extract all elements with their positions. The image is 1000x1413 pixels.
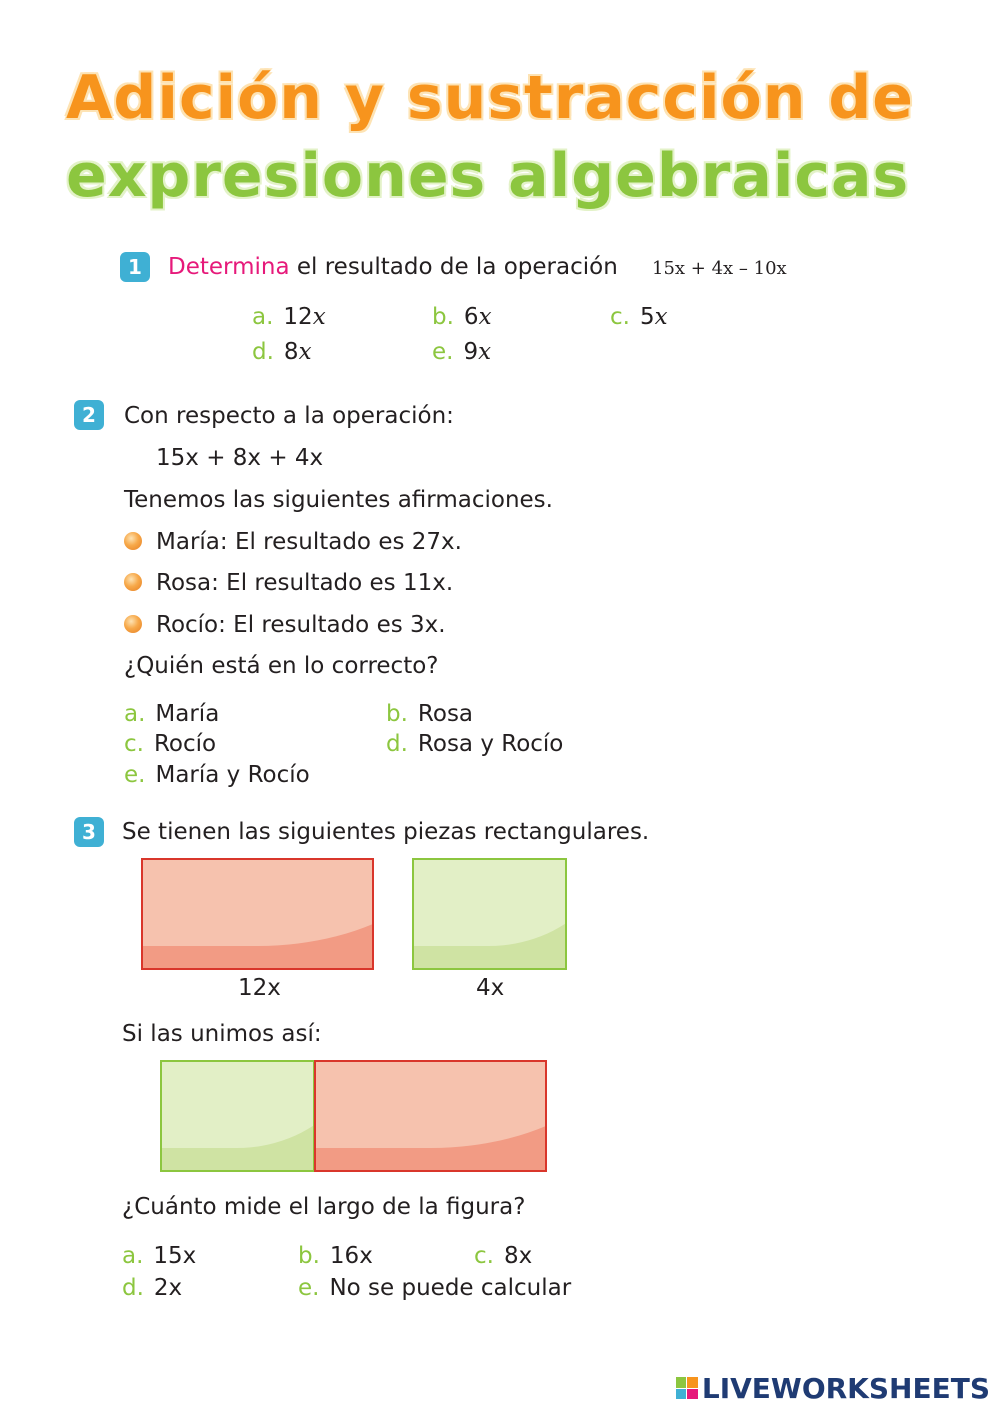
- option-var: x: [478, 339, 492, 365]
- question-1-prompt: [168, 256, 618, 279]
- option-text: 2x: [153, 1275, 183, 1301]
- piece-red-rectangle: [141, 858, 374, 970]
- option-value: 5: [639, 304, 655, 330]
- option-value: 9: [463, 339, 479, 365]
- question-1-expression: 15x + 4x – 10x: [652, 258, 787, 279]
- option-var: x: [654, 304, 668, 330]
- question-1-badge: 1: [120, 252, 150, 282]
- option-text: 16x: [329, 1243, 373, 1269]
- q3-option-e[interactable]: [298, 1277, 571, 1300]
- option-text: Rosa: [417, 701, 474, 727]
- option-var: x: [312, 304, 326, 330]
- question-2-question: ¿Quién está en lo correcto?: [124, 653, 439, 679]
- option-text: María: [155, 701, 220, 727]
- q2-option-a[interactable]: [124, 703, 219, 726]
- option-text: 15x: [153, 1243, 197, 1269]
- joined-green-rectangle: [160, 1060, 315, 1172]
- option-value: 8: [283, 339, 299, 365]
- statement-rosa: Rosa: El resultado es 11x.: [156, 570, 454, 596]
- q1-option-c[interactable]: [610, 306, 668, 329]
- statement-rocio: Rocío: El resultado es 3x.: [156, 612, 446, 638]
- option-letter: b.: [432, 304, 454, 330]
- q2-option-d[interactable]: [386, 733, 563, 756]
- option-value: 12: [283, 304, 313, 330]
- question-2-intro: Con respecto a la operación:: [124, 403, 454, 429]
- liveworksheets-logo[interactable]: [676, 1373, 990, 1403]
- q3-option-a[interactable]: [122, 1245, 196, 1268]
- option-var: x: [298, 339, 312, 365]
- option-letter: c.: [124, 731, 144, 757]
- question-2-badge: 2: [74, 400, 104, 430]
- option-letter: d.: [122, 1275, 144, 1301]
- title-line-1: Adición y sustracción de: [66, 63, 914, 133]
- option-letter: e.: [124, 762, 146, 788]
- q1-option-e[interactable]: [432, 341, 491, 364]
- question-1-text: el resultado de la operación: [289, 254, 618, 280]
- q2-option-e[interactable]: [124, 764, 310, 787]
- option-letter: a.: [252, 304, 274, 330]
- option-letter: a.: [122, 1243, 144, 1269]
- option-letter: d.: [386, 731, 408, 757]
- joined-red-rectangle: [314, 1060, 547, 1172]
- option-text: María y Rocío: [155, 762, 310, 788]
- q2-option-c[interactable]: [124, 733, 216, 756]
- option-letter: d.: [252, 339, 274, 365]
- option-letter: c.: [610, 304, 630, 330]
- question-3-badge: 3: [74, 817, 104, 847]
- option-var: x: [478, 304, 492, 330]
- liveworksheets-mark-icon: [676, 1377, 698, 1399]
- statement-maria: María: El resultado es 27x.: [156, 529, 462, 555]
- liveworksheets-brand: LIVEWORKSHEETS: [701, 1371, 990, 1405]
- option-letter: b.: [298, 1243, 320, 1269]
- question-3-question: ¿Cuánto mide el largo de la figura?: [122, 1194, 526, 1220]
- option-value: 6: [463, 304, 479, 330]
- option-text: No se puede calcular: [329, 1275, 572, 1301]
- bullet-icon: [124, 532, 142, 550]
- q1-option-d[interactable]: [252, 341, 312, 364]
- option-text: Rocío: [153, 731, 217, 757]
- piece-green-rectangle: [412, 858, 567, 970]
- question-1-verb: Determina: [168, 254, 290, 280]
- question-2-expression: 15x + 8x + 4x: [156, 445, 324, 471]
- option-letter: c.: [474, 1243, 494, 1269]
- question-2-statements-intro: Tenemos las siguientes afirmaciones.: [124, 487, 553, 513]
- option-text: Rosa y Rocío: [417, 731, 564, 757]
- q1-option-b[interactable]: [432, 306, 492, 329]
- option-letter: a.: [124, 701, 146, 727]
- option-letter: e.: [432, 339, 454, 365]
- question-3-intro: Se tienen las siguientes piezas rectangulares.: [122, 819, 650, 845]
- q3-option-c[interactable]: [474, 1245, 532, 1268]
- option-text: 8x: [503, 1243, 533, 1269]
- q3-option-b[interactable]: [298, 1245, 373, 1268]
- bullet-icon: [124, 615, 142, 633]
- option-letter: b.: [386, 701, 408, 727]
- q1-option-a[interactable]: [252, 306, 326, 329]
- q2-option-b[interactable]: [386, 703, 473, 726]
- piece-green-label: 4x: [476, 975, 505, 1001]
- option-letter: e.: [298, 1275, 320, 1301]
- q3-option-d[interactable]: [122, 1277, 182, 1300]
- title-line-2: expresiones algebraicas: [66, 141, 910, 211]
- bullet-icon: [124, 573, 142, 591]
- piece-red-label: 12x: [238, 975, 281, 1001]
- question-3-join-text: Si las unimos así:: [122, 1021, 322, 1047]
